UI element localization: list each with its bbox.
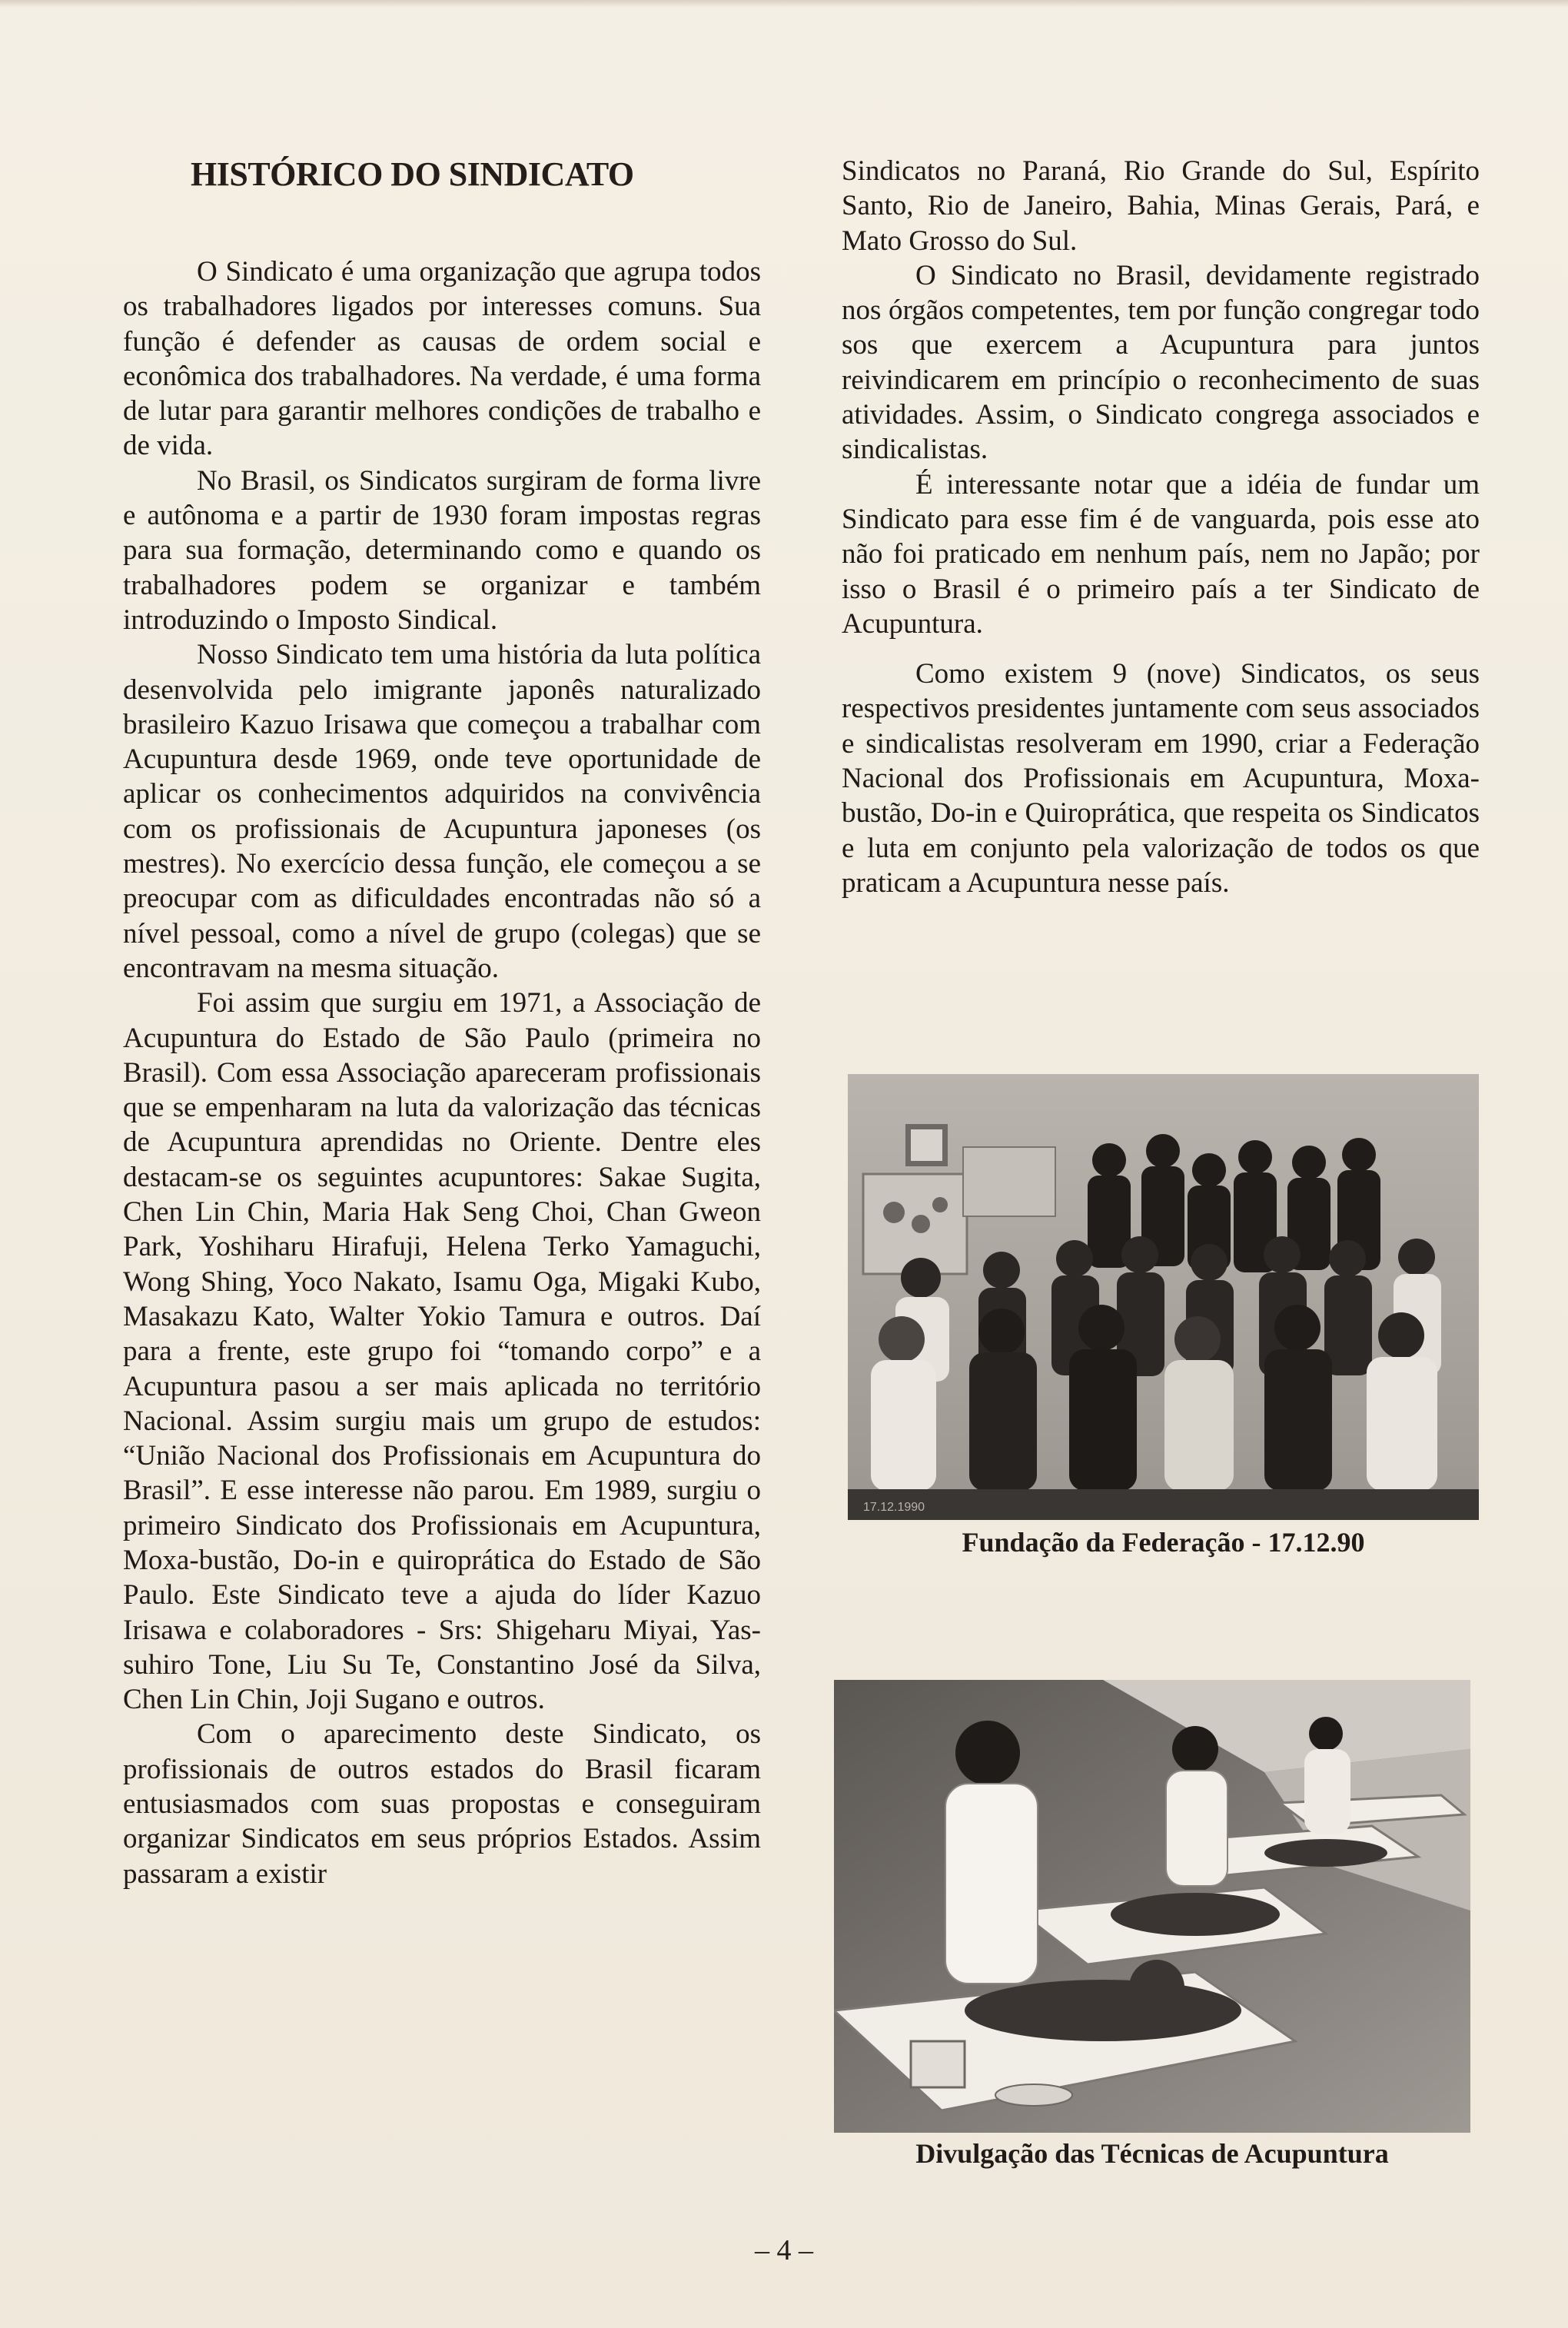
group-photo (848, 1074, 1479, 1520)
paragraph: No Brasil, os Sindicatos surgiram de forma livre e autônoma e a partir de 1930 foram impostas regras para sua formação, determinando como e quando os trabalhadores podem se organizar e também introduzindo o Imposto Sindical. (123, 464, 761, 636)
paragraph: É interessante notar que a idéia de fundar um Sindicato para esse fim é de vanguarda, pois esse ato não foi praticado em nenhum país, nem no Japão; por isso o Brasil é o primeiro país a ter Sindicato de Acupuntura. (842, 468, 1480, 640)
paragraph: O Sindicato é uma organização que agrupa todos os trabalhadores ligados por interesses comuns. Sua função é defender as causas de ordem social e econômica dos trabalhadores. Na verdade, é uma forma de lutar para garantir melhores condições de trabalho e de vida. (123, 256, 761, 462)
treatment-photo-icon (834, 1680, 1470, 2133)
paragraph: Nosso Sindicato tem uma história da luta política desenvolvida pelo imigrante japonês naturalizado brasileiro Kazuo Irisawa que começou a trabalhar com Acupuntura desde 1969, onde teve oportunidade de aplicar os conhecimentos adquiridos na convivência com os profissionais de Acupuntura japoneses (os mestres). No exercício dessa função, ele começou a se preocupar com as dificuldades encontradas não só a nível pessoal, como a nível de grupo (colegas) que se encontravam na mesma situação. (123, 639, 761, 984)
treatment-photo (834, 1680, 1470, 2133)
right-column (842, 154, 1480, 900)
paragraph: Foi assim que surgiu em 1971, a Associação de Acupuntura do Estado de São Paulo (primeira no Brasil). Com essa Associação apareceram profissionais que se empenharam na luta da valorização das técnicas de Acupuntura aprendidas no Oriente. Dentre eles destacam-se os seguintes acupuntores: Sakae Sugita, Chen Lin Chin, Maria Hak Seng Choi, Chan Gweon Park, Yoshiharu Hirafuji, Helena Terko Yamaguchi, Wong Shing, Yoco Nakato, Isamu Oga, Migaki Kubo, Masakazu Kato, Walter Yokio Tamura e outros. Daí para a frente, este grupo foi “tomando corpo” e a Acupuntura pasou a ser mais aplicada no território Nacional. Assim surgiu mais um grupo de estudos: “União Nacional dos Profissionais em Acupuntura do Brasil”. E esse interesse não parou. Em 1989, surgiu o primeiro Sindicato dos Profissionais em Acupuntura, Moxa-bustão, Do-in e quiroprática do Estado de São Paulo. Este Sindicato teve a ajuda do líder Kazuo Irisawa e colaboradores - Srs: Shigeharu Miyai, Yassuhiro Tone, Liu Su Te, Constantino José da Silva, Chen Lin Chin, Joji Sugano e outros. (123, 987, 761, 1716)
svg-text:17.12.1990: 17.12.1990 (863, 1501, 925, 1514)
paragraph: O Sindicato no Brasil, devidamente registrado nos órgãos competentes, tem por função congregar todo sos que exercem a Acupuntura para juntos reivindicarem em princípio o reconhecimento de suas atividades. Assim, o Sindicato congrega associados e sindicalistas. (842, 259, 1480, 466)
photo-caption: Fundação da Federação - 17.12.90 (962, 1527, 1365, 1558)
group-photo-icon (848, 1074, 1479, 1520)
paragraph: Como existem 9 (nove) Sindicatos, os seus respectivos presidentes juntamente com seus associados e sindicalistas resolveram em 1990, criar a Federação Nacional dos Profissionais em Acupuntura, Moxa-bustão, Do-in e Quiroprática, que respeita os Sindicatos e luta em conjunto pela valorização de todos os que praticam a Acupuntura nesse país. (842, 658, 1480, 899)
photo-caption: Divulgação das Técnicas de Acupuntura (915, 2138, 1389, 2169)
paragraph: Com o aparecimento deste Sindicato, os profissionais de outros estados do Brasil ficaram entusiasmados com suas propostas e conseguiram organizar Sindicatos em seus próprios Estados. Assim passaram a existir (123, 1718, 761, 1890)
paragraph: Sindicatos no Paraná, Rio Grande do Sul, Espírito Santo, Rio de Janeiro, Bahia, Minas Gerais, Pará, e Mato Grosso do Sul. (842, 155, 1480, 257)
article-title: HISTÓRICO DO SINDICATO (191, 155, 634, 193)
page-edge (0, 0, 1568, 8)
page-number: – 4 – (755, 2234, 813, 2266)
left-column (123, 155, 761, 1891)
